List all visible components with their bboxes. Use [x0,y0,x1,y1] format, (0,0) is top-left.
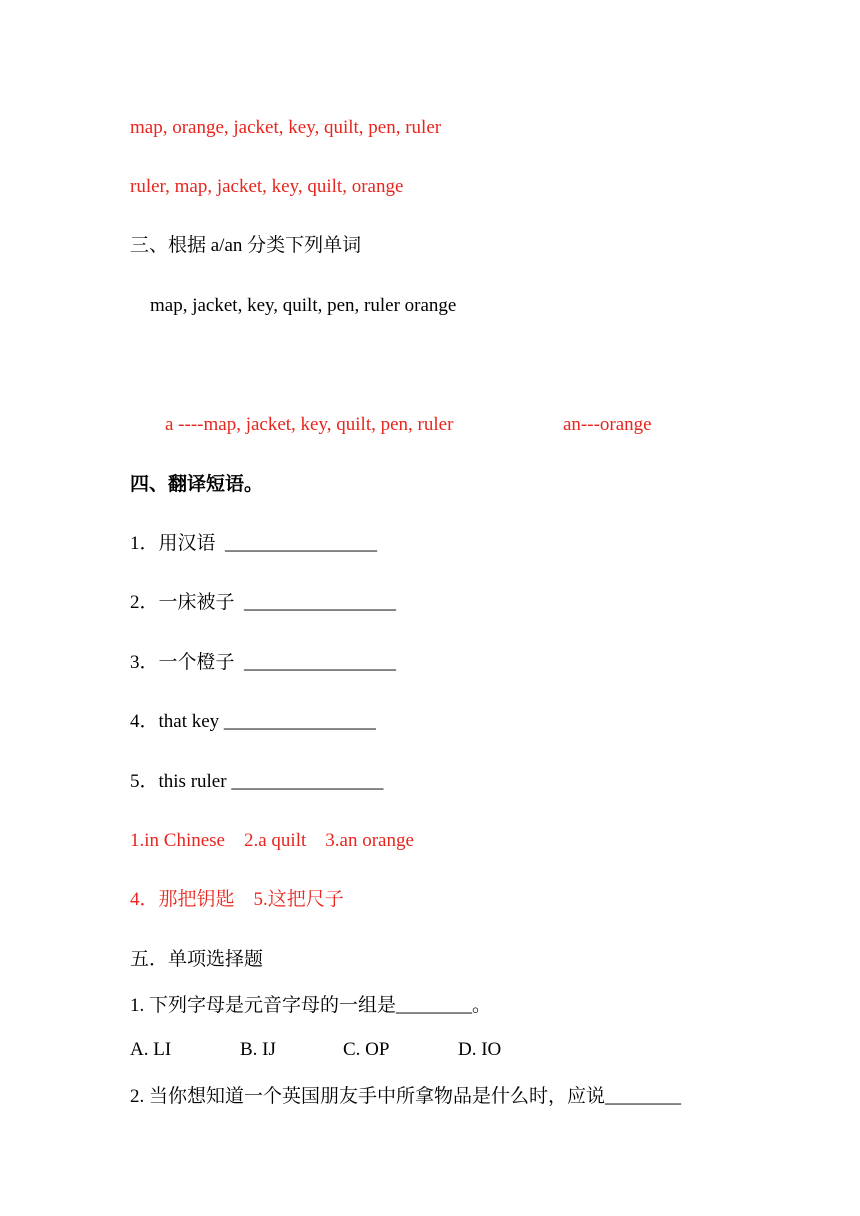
section3-answer-an: an---orange [563,414,652,435]
section3-heading: 三、根据 a/an 分类下列单词 [130,235,362,256]
section4-heading: 四、翻译短语。 [130,474,264,495]
section4-item-1: 1．用汉语 ________________ [130,533,378,554]
section4-answer-1: 1.in Chinese 2.a quilt 3.an orange [130,830,414,851]
question-1-option-a: A. LI [130,1039,172,1060]
section3-answer-a: a ----map, jacket, key, quilt, pen, ruler [165,414,454,435]
question-1-option-d: D. IO [458,1039,502,1060]
section5-heading: 五．单项选择题 [130,949,264,970]
question-1: 1. 下列字母是元音字母的一组是________。 [130,995,492,1016]
question-1-option-b: B. IJ [240,1039,276,1060]
answer-line-1: map, orange, jacket, key, quilt, pen, ruler [130,117,442,138]
section3-words: map, jacket, key, quilt, pen, ruler orange [150,295,457,316]
answer-line-2: ruler, map, jacket, key, quilt, orange [130,176,404,197]
section4-item-4: 4．that key ________________ [130,711,376,732]
section4-item-2: 2．一床被子 ________________ [130,592,397,613]
section4-item-5: 5．this ruler ________________ [130,771,384,792]
section4-item-3: 3．一个橙子 ________________ [130,652,397,673]
question-1-option-c: C. OP [343,1039,390,1060]
question-2: 2. 当你想知道一个英国朋友手中所拿物品是什么时，应说________ [130,1086,682,1107]
section4-answer-2: 4．那把钥匙 5.这把尺子 [130,889,344,910]
